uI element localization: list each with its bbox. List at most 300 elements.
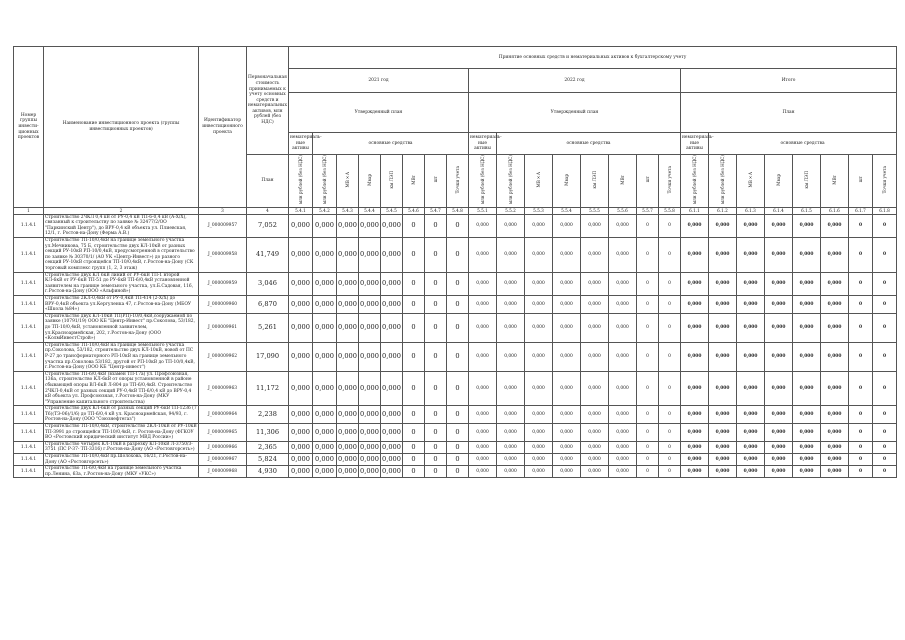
row-value: 0,000 [337,454,359,466]
row-value: 0,000 [337,296,359,314]
row-value: 0,000 [525,454,553,466]
row-value: 0 [403,238,425,273]
row-value: 0 [403,454,425,466]
row-value: 0,000 [737,313,765,342]
row-value: 0,000 [525,272,553,295]
column-number: 6.1.8 [873,207,897,214]
row-project-name: Строительство двух КЛ 6кВ линий от РУ-6кВ ТП-1 второй КЛ-6кВ от РУ-6кВ ТП-51 до РУ-6кВ ТП-6/0,4кВ установленной заявителем на границе земельного участка, ул.Б.Садовая, 116, г.Ростов-на-Дону (ООО «Альфиной») [44,272,199,295]
row-value: 0 [425,424,447,442]
row-value: 0,000 [581,406,609,424]
row-value: 0 [403,441,425,453]
header-approved-plan-2021: Утвержденный план [289,93,469,133]
row-value: 0,000 [821,238,849,273]
row-value: 0,000 [525,466,553,478]
row-value: 0,000 [289,466,313,478]
row-value: 0,000 [609,454,637,466]
row-value: 0 [403,371,425,406]
row-value: 0 [873,342,897,371]
row-value: 0 [447,296,469,314]
row-value: 0,000 [313,272,337,295]
column-number: 4 [247,207,289,214]
row-initial-cost: 41,749 [247,238,289,273]
row-value: 0 [659,466,681,478]
row-value: 0,000 [737,406,765,424]
row-value: 0,000 [313,238,337,273]
header-acceptance: Принятие основных средств и нематериальных активов к бухгалтерскому учету [289,47,897,69]
table-row [14,371,897,406]
row-value: 0 [637,272,659,295]
row-value: 0 [873,313,897,342]
row-value: 0 [403,296,425,314]
row-value: 0 [849,272,873,295]
subheader-label: МВт [831,174,837,185]
row-value: 0 [849,454,873,466]
row-value: 0 [849,238,873,273]
row-value: 0 [849,466,873,478]
row-value: 0,000 [497,238,525,273]
row-value: 0,000 [525,424,553,442]
row-value: 0,000 [359,441,381,453]
header-intangible-2022: нематериаль-ные активы [469,133,497,155]
row-value: 0,000 [469,313,497,342]
row-value: 0,000 [581,466,609,478]
row-value: 0,000 [497,371,525,406]
header-plan-label: План [247,155,289,208]
row-value: 0,000 [359,371,381,406]
row-value: 0,000 [821,441,849,453]
row-value: 0 [447,454,469,466]
row-value: 0,000 [359,313,381,342]
row-value: 0,000 [469,238,497,273]
row-group-number: 1.1.4.1 [14,406,44,424]
subheader-cell [681,155,709,208]
row-value: 0,000 [289,371,313,406]
column-number: 6.1.5 [793,207,821,214]
row-value: 0 [849,371,873,406]
row-initial-cost: 11,306 [247,424,289,442]
row-value: 0,000 [525,238,553,273]
row-value: 0,000 [793,238,821,273]
row-value: 0,000 [709,296,737,314]
row-value: 0,000 [469,466,497,478]
row-value: 0 [659,214,681,237]
row-value: 0,000 [821,454,849,466]
row-value: 0,000 [609,238,637,273]
row-value: 0,000 [737,272,765,295]
row-value: 0 [403,406,425,424]
row-value: 0,000 [337,441,359,453]
table-row [14,466,897,478]
row-value: 0,000 [553,214,581,237]
row-value: 0,000 [497,406,525,424]
row-value: 0 [873,466,897,478]
row-value: 0 [403,313,425,342]
row-value: 0,000 [709,313,737,342]
subheader-label: МВт [619,174,625,185]
subheader-label: МВ×А [747,171,753,188]
subheader-label: км ЛЭП [591,170,597,189]
row-value: 0 [637,406,659,424]
row-value: 0,000 [469,406,497,424]
row-value: 0,000 [821,272,849,295]
row-initial-cost: 3,046 [247,272,289,295]
row-value: 0 [849,406,873,424]
row-value: 0,000 [469,342,497,371]
row-project-name: Строительство ТП-10/0,4кВ на границе земельного участка пр.Соколова, 53/182, строительство двух КЛ-10кВ, новой от ПС Р-27 до трансформаторного РП-10кВ на границе земельного участка пр.Соколова 53/182, другой от РП-10кВ до ТП-10/0,4кВ, г.Ростов-на-Дону (ООО КБ "Центр-инвест") [44,342,199,371]
row-value: 0,000 [337,371,359,406]
row-value: 0,000 [737,238,765,273]
row-value: 0,000 [581,441,609,453]
row-value: 0,000 [681,406,709,424]
subheader-cell [737,155,765,208]
subheader-cell [359,155,381,208]
column-number: 5.4.4 [359,207,381,214]
row-value: 0,000 [381,406,403,424]
row-project-name: Строительство ТП-6/0,4кВ (взамен ТП-17а) ул. Профсоюзная, 136а, строительство КЛ-6кВ от опоры установленной в районе сбывающей опоры ВЛ-6кВ Л-804 до ТП-6/0,4кВ. Строительство 2ЧКЛ-0,4кВ от разных секций РУ-0,4кВ ТП-6/0,4 кВ до ВРУ-0,4 кВ объекта ул. Профсоюзная, г.Ростов-на-Дону (МКУ "Управление капитального строительства) [44,371,199,406]
row-value: 0,000 [381,313,403,342]
row-value: 0,000 [497,441,525,453]
header-fixed-2021: основные средства [313,133,469,155]
row-value: 0,000 [609,424,637,442]
row-value: 0,000 [337,466,359,478]
row-value: 0 [425,371,447,406]
row-project-id: J_000009958 [199,238,247,273]
column-number: 6.1.7 [849,207,873,214]
column-number: 5.4.6 [403,207,425,214]
row-project-name: Строительство ТП-10/0,4кВ, строительство 2КЛ-10кВ от РУ-10кВ ТП-3991 до строящейся ТП-10/0,4кВ, г. Ростов-на-Дону (ФГКОУ ВО «Ростовский юридический институт МВД России») [45,424,197,441]
row-value: 0,000 [553,296,581,314]
row-value: 0,000 [289,342,313,371]
row-value: 0,000 [497,296,525,314]
row-group-number: 1.1.4.1 [14,342,44,371]
row-value: 0 [425,406,447,424]
row-value: 0,000 [737,466,765,478]
row-project-id: J_000009959 [199,272,247,295]
row-value: 0,000 [681,466,709,478]
row-project-name: Строительство четырех КЛ-10кВ в разрезку КЛ-10кВ Л-3750/3-3751 (ПС Р-37- ТП-3316) г.Ростов-на-Дону (АО «Ростовгорсеть») [44,441,199,453]
row-value: 0,000 [765,454,793,466]
subheader-cell [403,155,425,208]
row-value: 0,000 [821,296,849,314]
row-project-id: J_000009964 [199,406,247,424]
row-value: 0 [425,272,447,295]
row-value: 0 [403,342,425,371]
table-row [14,424,897,442]
row-value: 0 [873,424,897,442]
row-value: 0,000 [497,466,525,478]
row-value: 0,000 [359,342,381,371]
row-value: 0,000 [337,238,359,273]
column-number: 6.1.4 [765,207,793,214]
row-value: 0,000 [497,454,525,466]
row-value: 0,000 [681,342,709,371]
subheader-cell [553,155,581,208]
row-project-id: J_000009963 [199,371,247,406]
column-number: 5.4.7 [425,207,447,214]
row-value: 0,000 [581,296,609,314]
row-group-number: 1.1.4.1 [14,313,44,342]
subheader-cell [381,155,403,208]
row-value: 0,000 [289,272,313,295]
row-project-id: J_000009960 [199,296,247,314]
header-project-id: Идентификатор инвестиционного проекта [199,47,247,208]
row-value: 0,000 [765,342,793,371]
row-value: 0,000 [469,371,497,406]
subheader-cell [873,155,897,208]
column-number: 5.5.2 [497,207,525,214]
subheader-cell [793,155,821,208]
column-number: 6.1.2 [709,207,737,214]
row-group-number: 1.1.4.1 [14,296,44,314]
subheader-label: шт [644,176,650,183]
row-value: 0,000 [681,238,709,273]
row-value: 0 [873,454,897,466]
row-project-id: J_000009962 [199,342,247,371]
column-number: 6.1.6 [821,207,849,214]
row-value: 0,000 [337,214,359,237]
row-value: 0,000 [581,214,609,237]
row-value: 0 [637,441,659,453]
row-value: 0,000 [709,238,737,273]
row-value: 0,000 [793,296,821,314]
row-value: 0,000 [497,424,525,442]
row-value: 0,000 [765,466,793,478]
row-value: 0,000 [313,466,337,478]
row-group-number: 1.1.4.1 [14,238,44,273]
row-value: 0,000 [681,296,709,314]
header-plan-total: План [681,93,897,133]
column-number: 5.5.4 [553,207,581,214]
subheader-cell [289,155,313,208]
row-value: 0 [447,441,469,453]
row-value: 0 [447,313,469,342]
row-value: 0,000 [359,296,381,314]
subheader-cell [469,155,497,208]
row-project-name: Строительство двух КЛ-10кВ ТП(РП)-10/0,4кВ,сооружаемой по заявке (10791/19) ООО КБ "Центр-Инвест" пр.Соколова, 53/182, до ТП-10/0,4кВ, установленной заявителем, ул.Красноармейская, 202, г.Ростов-на-Дону (ООО «КолмИнвестСтрой») [44,313,199,342]
row-value: 0 [403,466,425,478]
row-value: 0 [637,466,659,478]
row-value: 0,000 [381,454,403,466]
row-group-number: 1.1.4.1 [14,272,44,295]
subheader-label: МВ×А [344,171,350,188]
row-value: 0,000 [469,441,497,453]
row-value: 0,000 [709,342,737,371]
subheader-cell [609,155,637,208]
row-value: 0,000 [821,371,849,406]
row-value: 0,000 [553,441,581,453]
row-value: 0 [849,296,873,314]
row-value: 0 [447,342,469,371]
table-row [14,406,897,424]
row-value: 0,000 [313,371,337,406]
subheader-cell [637,155,659,208]
row-value: 0,000 [359,272,381,295]
column-number: 5.4.1 [289,207,313,214]
row-value: 0,000 [765,238,793,273]
subheader-label: млн рублей (без НДС) [719,155,725,205]
subheader-label: Точки учета [666,165,672,194]
row-value: 0,000 [313,454,337,466]
row-value: 0,000 [313,424,337,442]
header-intangible-total: нематериаль-ные активы [681,133,709,155]
row-value: 0 [637,238,659,273]
row-value: 0,000 [609,214,637,237]
subheader-cell [447,155,469,208]
table-row [14,342,897,371]
row-value: 0,000 [553,272,581,295]
row-group-number: 1.1.4.1 [14,454,44,466]
row-value: 0 [637,424,659,442]
row-value: 0 [425,296,447,314]
row-value: 0,000 [289,214,313,237]
row-value: 0 [637,214,659,237]
row-value: 0 [447,272,469,295]
row-value: 0,000 [765,313,793,342]
row-value: 0 [849,441,873,453]
row-value: 0 [425,313,447,342]
row-value: 0,000 [289,406,313,424]
row-initial-cost: 4,930 [247,466,289,478]
row-value: 0,000 [765,424,793,442]
row-value: 0 [637,371,659,406]
row-value: 0,000 [553,313,581,342]
subheader-cell [709,155,737,208]
row-value: 0 [873,214,897,237]
row-value: 0,000 [581,313,609,342]
subheader-label: шт [432,176,438,183]
row-value: 0,000 [497,313,525,342]
row-value: 0,000 [525,342,553,371]
row-value: 0,000 [681,313,709,342]
column-number: 5.5.5 [581,207,609,214]
row-value: 0,000 [821,466,849,478]
row-value: 0,000 [337,424,359,442]
subheader-label: шт [857,176,863,183]
header-approved-plan-2022: Утвержденный план [469,93,681,133]
row-project-name: Строительство 2ЧКЛ 0,4 кВ от РУ-0,4 кВ ТП-6-0,4 кВ (А-Х/Х), связанный к строительству по заявке № 32477/2/ОО "Паркинский Центр"), до ВРУ-0,4 кВ объекта ул. Плиевская, 12/1, г. Ростов-на-Дону (Ферма А.В.) [44,214,199,237]
row-value: 0,000 [581,238,609,273]
row-group-number: 1.1.4.1 [14,424,44,442]
subheader-label: млн рублей (без НДС) [297,155,303,205]
row-value: 0,000 [359,424,381,442]
column-number: 5.5.3 [525,207,553,214]
column-number: 6.1.1 [681,207,709,214]
row-value: 0,000 [553,238,581,273]
row-value: 0,000 [337,313,359,342]
column-number: 5.5.8 [659,207,681,214]
row-value: 0,000 [525,371,553,406]
subheader-cell [425,155,447,208]
row-value: 0,000 [313,296,337,314]
table-row [14,454,897,466]
subheader-label: км ЛЭП [803,170,809,189]
row-value: 0,000 [289,313,313,342]
row-value: 0 [447,371,469,406]
row-value: 0 [849,214,873,237]
subheader-cell [765,155,793,208]
row-value: 0,000 [709,272,737,295]
row-group-number: 1.1.4.1 [14,371,44,406]
row-value: 0,000 [681,454,709,466]
row-value: 0,000 [609,296,637,314]
row-value: 0,000 [553,371,581,406]
row-value: 0 [849,424,873,442]
row-value: 0,000 [381,371,403,406]
row-value: 0 [403,424,425,442]
subheader-label: Мвар [775,173,781,186]
row-project-name: Строительство ТП-10/0,4кВ на границе земельного участка ул.Мечникова, 75 Б, строительство двух КЛ-10кВ от разных секций РУ-10кВ РП-10/0,4кВ, предусмотренной в строительство по заявке № 30370/1/ (АО УК «Центр-Инвест») до разного секций РУ-10кВ строящейся ТП-10/0,4кВ, г.Ростов-на-Дону (СК торговый комплекс групп (1, 2, 3 этаж) [44,238,199,273]
row-value: 0,000 [709,214,737,237]
table-row [14,441,897,453]
row-value: 0,000 [609,371,637,406]
subheader-label: Мвар [366,173,372,186]
row-value: 0,000 [793,272,821,295]
row-value: 0,000 [821,406,849,424]
row-value: 0 [637,296,659,314]
column-number: 5.5.7 [637,207,659,214]
row-value: 0,000 [553,454,581,466]
row-group-number: 1.1.4.1 [14,214,44,237]
row-value: 0,000 [737,441,765,453]
row-value: 0 [447,406,469,424]
row-value: 0,000 [525,441,553,453]
row-value: 0,000 [793,454,821,466]
row-value: 0,000 [359,406,381,424]
row-value: 0,000 [313,441,337,453]
subheader-label: млн рублей (без НДС) [321,155,327,205]
column-number: 5.4.8 [447,207,469,214]
row-value: 0 [637,454,659,466]
row-value: 0,000 [381,296,403,314]
subheader-label: Мвар [563,173,569,186]
row-value: 0 [637,313,659,342]
subheader-label: Точки учета [881,165,887,194]
subheader-label: млн рублей (без НДС) [507,155,513,205]
row-value: 0,000 [469,272,497,295]
row-value: 0 [659,296,681,314]
row-value: 0 [659,406,681,424]
row-value: 0 [873,371,897,406]
row-value: 0,000 [313,342,337,371]
row-value: 0,000 [793,406,821,424]
row-project-name: Строительство двух КЛ-6кВ от разных секций РУ-6кВ ТП-1236 (7 Т6)(ТЭ-06)/1/6) до ТП-6/0,4 кВ ул. Красноармейская, 94/93, г. Ростов-на-Дону (ООО "Союзнефтегаз") [45,406,197,423]
row-initial-cost: 2,365 [247,441,289,453]
row-value: 0,000 [681,272,709,295]
row-value: 0 [659,272,681,295]
table-row [14,296,897,314]
table-row [14,272,897,295]
header-fixed-total: основные средства [709,133,897,155]
row-value: 0 [659,238,681,273]
row-value: 0,000 [469,296,497,314]
row-value: 0 [425,214,447,237]
row-value: 0,000 [381,272,403,295]
header-intangible-2021: нематериаль-ные активы [289,133,313,155]
row-value: 0,000 [553,424,581,442]
subheader-cell [659,155,681,208]
row-value: 0,000 [553,342,581,371]
subheader-cell [337,155,359,208]
row-value: 0 [849,342,873,371]
row-value: 0,000 [821,342,849,371]
header-group-number: Номер группы инвести-ционных проектов [14,47,44,208]
subheader-label: МВт [410,174,416,185]
column-number: 1 [14,207,44,214]
row-value: 0,000 [737,342,765,371]
subheader-label: млн рублей (без НДС) [691,155,697,205]
row-value: 0,000 [469,214,497,237]
row-value: 0,000 [497,342,525,371]
